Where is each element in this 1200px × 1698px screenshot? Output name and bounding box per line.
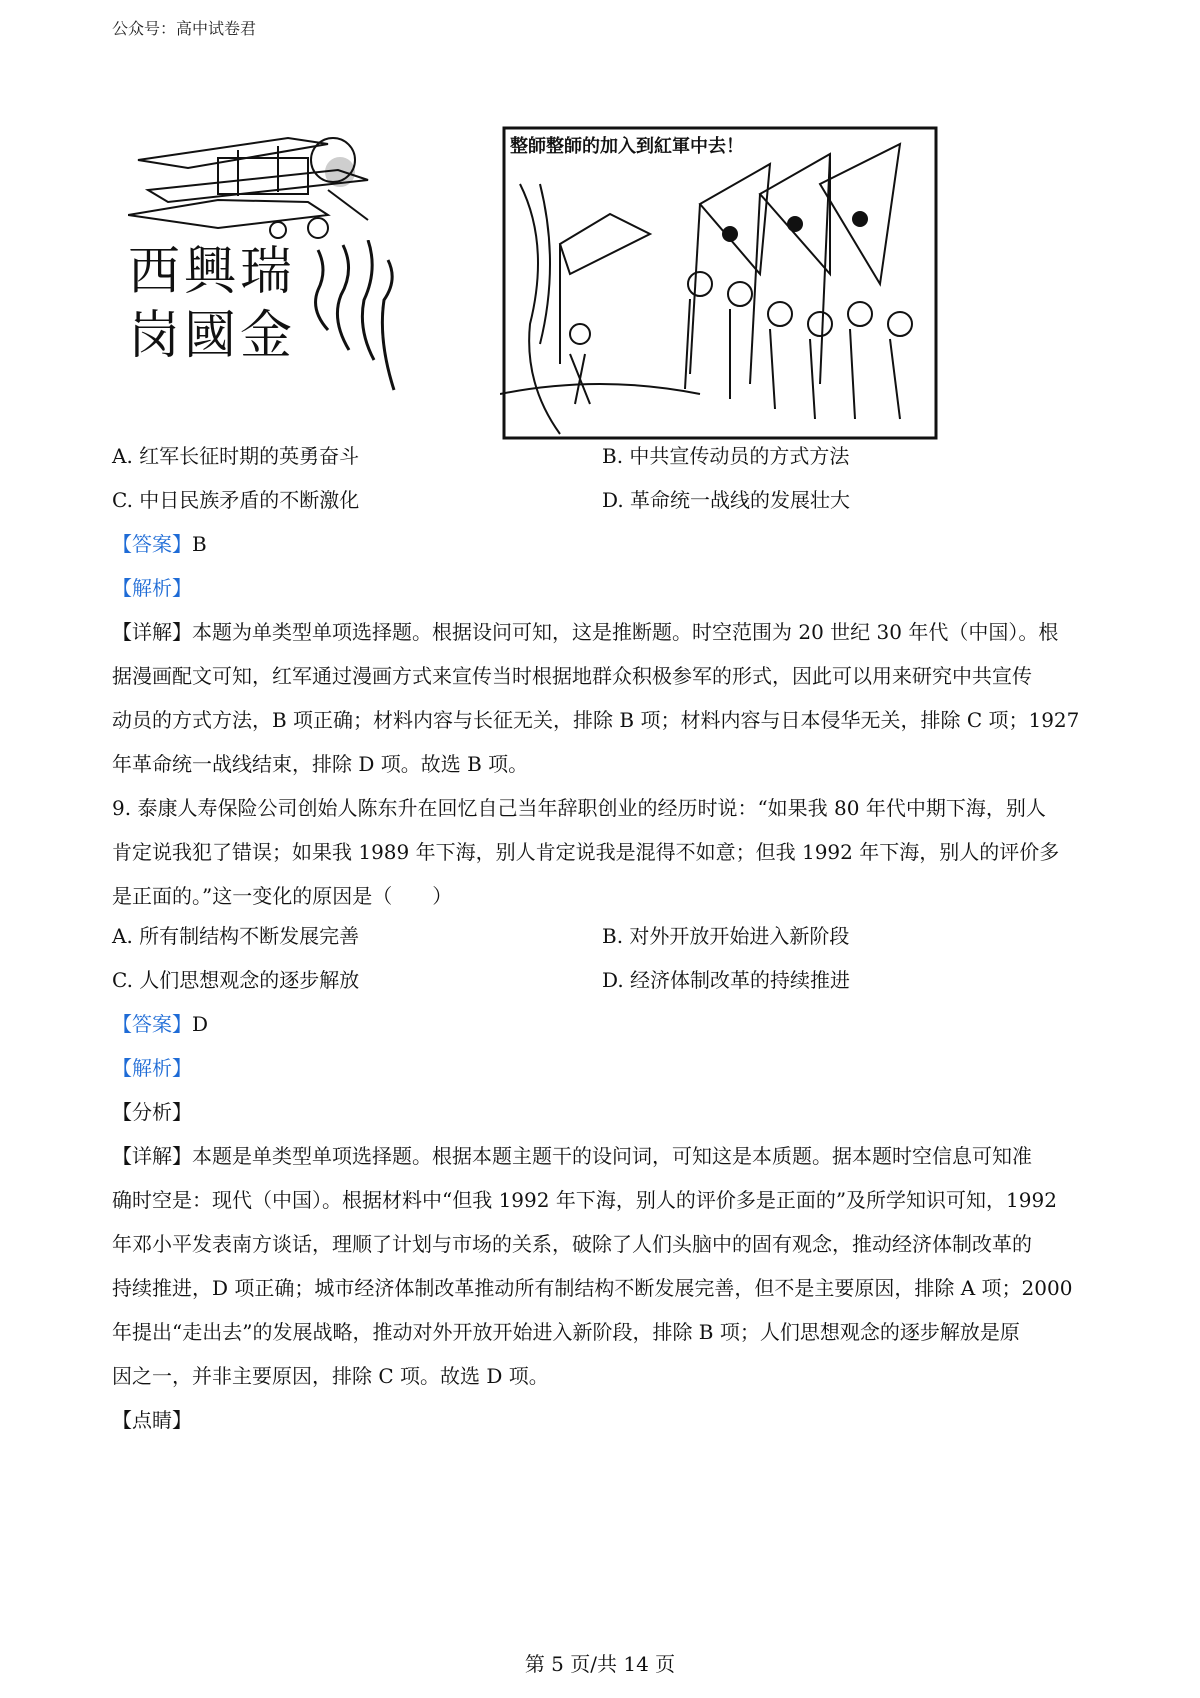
q8-detail-line-3: 动员的方式方法，B 项正确；材料内容与长征无关，排除 B 项；材料内容与日本侵华无关，排除 C 项；1927 bbox=[112, 708, 1080, 732]
calligraphy-text bbox=[128, 240, 296, 368]
answer-value: B bbox=[192, 532, 207, 556]
q9-fenxi-tag: 【分析】 bbox=[112, 1100, 192, 1124]
q8-option-a: A. 红军长征时期的英勇奋斗 bbox=[112, 444, 360, 468]
analysis-tag: 【解析】 bbox=[112, 576, 192, 600]
q8-detail-line-4: 年革命统一战线结束，排除 D 项。故选 B 项。 bbox=[112, 752, 529, 776]
handwriting-scribble bbox=[308, 240, 408, 410]
q8-analysis-tag bbox=[112, 574, 192, 602]
q9-option-c: C. 人们思想观念的逐步解放 bbox=[112, 968, 360, 992]
q8-option-c: C. 中日民族矛盾的不断激化 bbox=[112, 488, 360, 512]
q8-answer bbox=[112, 530, 207, 558]
answer-tag: 【答案】 bbox=[112, 532, 192, 556]
analysis-tag: 【解析】 bbox=[112, 1056, 192, 1080]
calligraphy-line-2: 岗國金 bbox=[128, 306, 297, 366]
q9-option-d: D. 经济体制改革的持续推进 bbox=[602, 968, 851, 992]
page-footer: 第 5 页/共 14 页 bbox=[524, 1652, 676, 1676]
biplane-calligraphy-figure bbox=[128, 130, 428, 430]
cartoon-drawing bbox=[500, 124, 940, 442]
q9-detail-line-6: 因之一，并非主要原因，排除 C 项。故选 D 项。 bbox=[112, 1364, 549, 1388]
red-army-cartoon-figure bbox=[500, 124, 940, 442]
q9-detail-line-2: 确时空是：现代（中国）。根据材料中“但我 1992 年下海，别人的评价多是正面的”及所学知识可知，1992 bbox=[112, 1188, 1057, 1212]
answer-tag: 【答案】 bbox=[112, 1012, 192, 1036]
q9-detail-line-4: 持续推进，D 项正确；城市经济体制改革推动所有制结构不断发展完善，但不是主要原因，排除 A 项；2000 bbox=[112, 1276, 1073, 1300]
q9-option-b: B. 对外开放开始进入新阶段 bbox=[602, 924, 850, 948]
q9-stem-line-3: 是正面的。”这一变化的原因是（ ） bbox=[112, 884, 453, 908]
page-header: 公众号：高中试卷君 bbox=[112, 19, 257, 38]
q9-dianjing-tag: 【点睛】 bbox=[112, 1408, 192, 1432]
q8-detail-line-1: 【详解】本题为单类型单项选择题。根据设问可知，这是推断题。时空范围为 20 世纪 30 年代（中国）。根 bbox=[112, 620, 1059, 644]
q9-detail-line-5: 年提出“走出去”的发展战略，推动对外开放开始进入新阶段，排除 B 项；人们思想观念的逐步解放是原 bbox=[112, 1320, 1020, 1344]
q9-detail-line-3: 年邓小平发表南方谈话，理顺了计划与市场的关系，破除了人们头脑中的固有观念，推动经济体制改革的 bbox=[112, 1232, 1032, 1256]
q8-option-d: D. 革命统一战线的发展壮大 bbox=[602, 488, 851, 512]
q9-analysis-tag bbox=[112, 1054, 192, 1082]
q9-option-a: A. 所有制结构不断发展完善 bbox=[112, 924, 360, 948]
answer-value: D bbox=[192, 1012, 209, 1036]
q9-stem-line-1: 9. 泰康人寿保险公司创始人陈东升在回忆自己当年辞职创业的经历时说：“如果我 80 年代中期下海，别人 bbox=[112, 796, 1046, 820]
cartoon-caption: 整師整師的加入到紅軍中去！ bbox=[510, 136, 744, 157]
q8-detail-line-2: 据漫画配文可知，红军通过漫画方式来宣传当时根据地群众积极参军的形式，因此可以用来研究中共宣传 bbox=[112, 664, 1032, 688]
q9-stem-line-2: 肯定说我犯了错误；如果我 1989 年下海，别人肯定说我是混得不如意；但我 1992 年下海，别人的评价多 bbox=[112, 840, 1060, 864]
calligraphy-line-1: 西興瑞 bbox=[128, 242, 297, 302]
q9-detail-line-1: 【详解】本题是单类型单项选择题。根据本题主题干的设问词，可知这是本质题。据本题时空信息可知准 bbox=[112, 1144, 1032, 1168]
q8-option-b: B. 中共宣传动员的方式方法 bbox=[602, 444, 850, 468]
q9-answer bbox=[112, 1010, 208, 1038]
